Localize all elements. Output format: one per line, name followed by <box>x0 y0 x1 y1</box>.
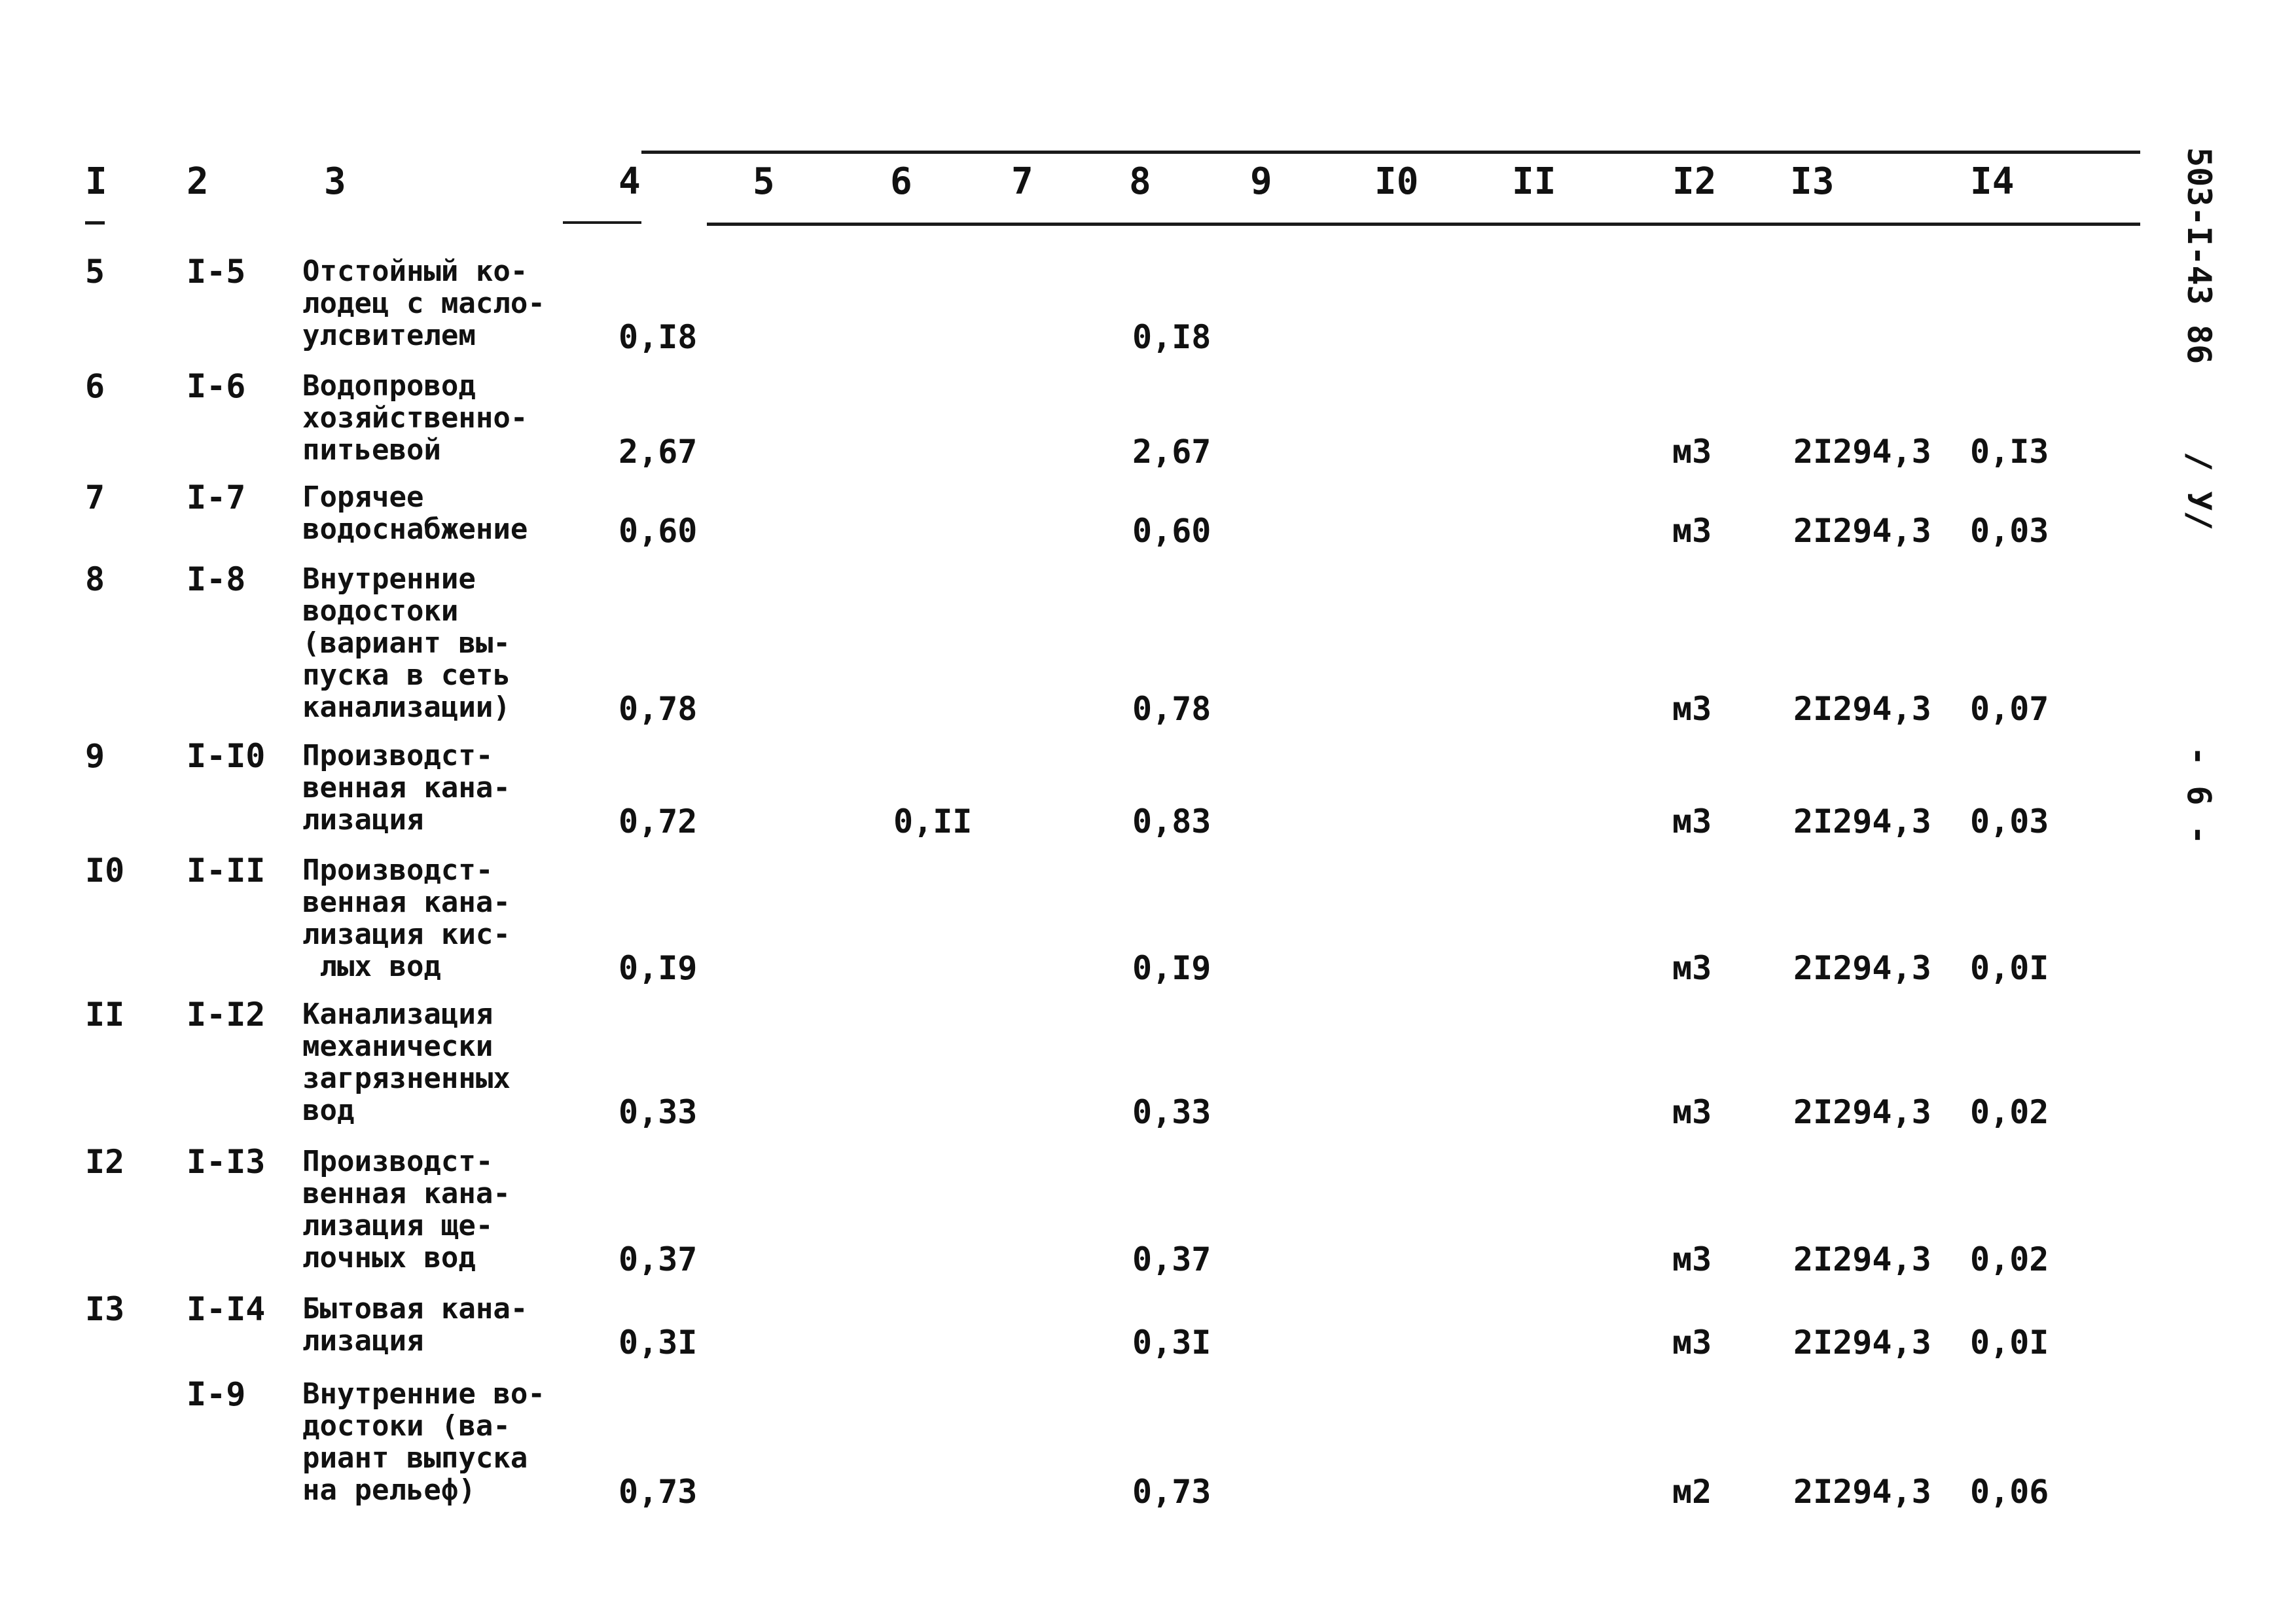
row-description: Отстойный ко- лодец с масло- улсвителем <box>302 255 545 352</box>
value-col-4: 0,33 <box>619 1093 698 1131</box>
value-col-13: 2I294,3 <box>1793 1093 1931 1131</box>
row-description: Производст- венная кана- лизация <box>302 739 511 837</box>
value-col-13: 2I294,3 <box>1793 949 1931 987</box>
value-col-14: 0,07 <box>1970 690 2049 728</box>
row-description: Внутренние водостоки (вариант вы- пуска в сеть канализации) <box>302 562 511 724</box>
value-col-4: 0,73 <box>619 1473 698 1511</box>
row-code: I-I0 <box>187 737 266 775</box>
row-code: I-5 <box>187 253 246 291</box>
value-col-8: 0,78 <box>1132 690 1211 728</box>
value-col-13: 2I294,3 <box>1793 1324 1931 1362</box>
header-top-rule <box>641 151 2140 154</box>
value-col-13: 2I294,3 <box>1793 433 1931 471</box>
value-col-14: 0,0I <box>1970 949 2049 987</box>
column-header-14: I4 <box>1970 160 2015 203</box>
row-code: I-6 <box>187 367 246 405</box>
row-number: 7 <box>85 478 105 516</box>
value-col-14: 0,06 <box>1970 1473 2049 1511</box>
value-col-13: 2I294,3 <box>1793 1240 1931 1278</box>
column-header-9: 9 <box>1250 160 1272 203</box>
page-number: - 6 - <box>2180 746 2218 845</box>
value-col-8: 0,3I <box>1132 1324 1211 1362</box>
column-header-3: 3 <box>324 160 346 203</box>
header-bottom-rule-left <box>563 221 641 224</box>
unit-col-12: м3 <box>1672 1324 1712 1362</box>
row-description: Производст- венная кана- лизация кис- лых вод <box>302 854 511 983</box>
value-col-4: 0,72 <box>619 803 698 840</box>
value-col-13: 2I294,3 <box>1793 1473 1931 1511</box>
value-col-14: 0,03 <box>1970 512 2049 550</box>
sheet-mark: / У/ <box>2180 452 2218 531</box>
row-number: I2 <box>85 1143 125 1181</box>
value-col-8: 0,73 <box>1132 1473 1211 1511</box>
value-col-4: 0,I8 <box>619 318 698 356</box>
row-code: I-I3 <box>187 1143 266 1181</box>
row-code: I-II <box>187 852 266 890</box>
unit-col-12: м3 <box>1672 690 1712 728</box>
row-description: Производст- венная кана- лизация ще- лочных вод <box>302 1145 511 1274</box>
column-header-4: 4 <box>619 160 641 203</box>
value-col-4: 2,67 <box>619 433 698 471</box>
unit-col-12: м3 <box>1672 1093 1712 1131</box>
row-code: I-8 <box>187 560 246 598</box>
value-col-6: 0,II <box>893 803 973 840</box>
value-col-8: 0,83 <box>1132 803 1211 840</box>
row-code: I-9 <box>187 1375 246 1413</box>
value-col-13: 2I294,3 <box>1793 803 1931 840</box>
value-col-13: 2I294,3 <box>1793 512 1931 550</box>
row-description: Горячее водоснабжение <box>302 480 528 546</box>
value-col-14: 0,0I <box>1970 1324 2049 1362</box>
row-code: I-7 <box>187 478 246 516</box>
value-col-8: 0,37 <box>1132 1240 1211 1278</box>
row-number: 8 <box>85 560 105 598</box>
column-header-11: II <box>1512 160 1556 203</box>
row-number: 6 <box>85 367 105 405</box>
value-col-4: 0,3I <box>619 1324 698 1362</box>
row-description: Водопровод хозяйственно- питьевой <box>302 369 528 467</box>
value-col-4: 0,I9 <box>619 949 698 987</box>
row-number: I3 <box>85 1290 125 1328</box>
row-number: 9 <box>85 737 105 775</box>
row-description: Канализация механически загрязненных вод <box>302 998 511 1127</box>
value-col-14: 0,02 <box>1970 1093 2049 1131</box>
value-col-8: 0,33 <box>1132 1093 1211 1131</box>
value-col-4: 0,37 <box>619 1240 698 1278</box>
column-header-5: 5 <box>753 160 775 203</box>
value-col-8: 0,I8 <box>1132 318 1211 356</box>
column-header-2: 2 <box>187 160 209 203</box>
value-col-8: 0,I9 <box>1132 949 1211 987</box>
column-header-10: I0 <box>1374 160 1419 203</box>
column-header-13: I3 <box>1790 160 1835 203</box>
row-description: Внутренние во- достоки (ва- риант выпуска на рельеф) <box>302 1377 545 1507</box>
row-number: II <box>85 996 125 1034</box>
unit-col-12: м3 <box>1672 1240 1712 1278</box>
value-col-4: 0,78 <box>619 690 698 728</box>
column-header-7: 7 <box>1011 160 1033 203</box>
document-code: 503-I-43 86 <box>2180 147 2218 365</box>
value-col-13: 2I294,3 <box>1793 690 1931 728</box>
column-header-6: 6 <box>890 160 912 203</box>
row-code: I-I4 <box>187 1290 266 1328</box>
column-header-1: I <box>85 160 107 203</box>
value-col-14: 0,02 <box>1970 1240 2049 1278</box>
row-number: I0 <box>85 852 125 890</box>
row-number: 5 <box>85 253 105 291</box>
column-header-8: 8 <box>1129 160 1151 203</box>
value-col-14: 0,I3 <box>1970 433 2049 471</box>
row-description: Бытовая кана- лизация <box>302 1292 528 1358</box>
unit-col-12: м2 <box>1672 1473 1712 1511</box>
column-header-12: I2 <box>1672 160 1717 203</box>
header-bottom-rule <box>707 223 2140 226</box>
value-col-8: 0,60 <box>1132 512 1211 550</box>
unit-col-12: м3 <box>1672 949 1712 987</box>
unit-col-12: м3 <box>1672 803 1712 840</box>
row-code: I-I2 <box>187 996 266 1034</box>
value-col-4: 0,60 <box>619 512 698 550</box>
unit-col-12: м3 <box>1672 433 1712 471</box>
unit-col-12: м3 <box>1672 512 1712 550</box>
value-col-14: 0,03 <box>1970 803 2049 840</box>
header-left-tick <box>85 221 105 225</box>
value-col-8: 2,67 <box>1132 433 1211 471</box>
